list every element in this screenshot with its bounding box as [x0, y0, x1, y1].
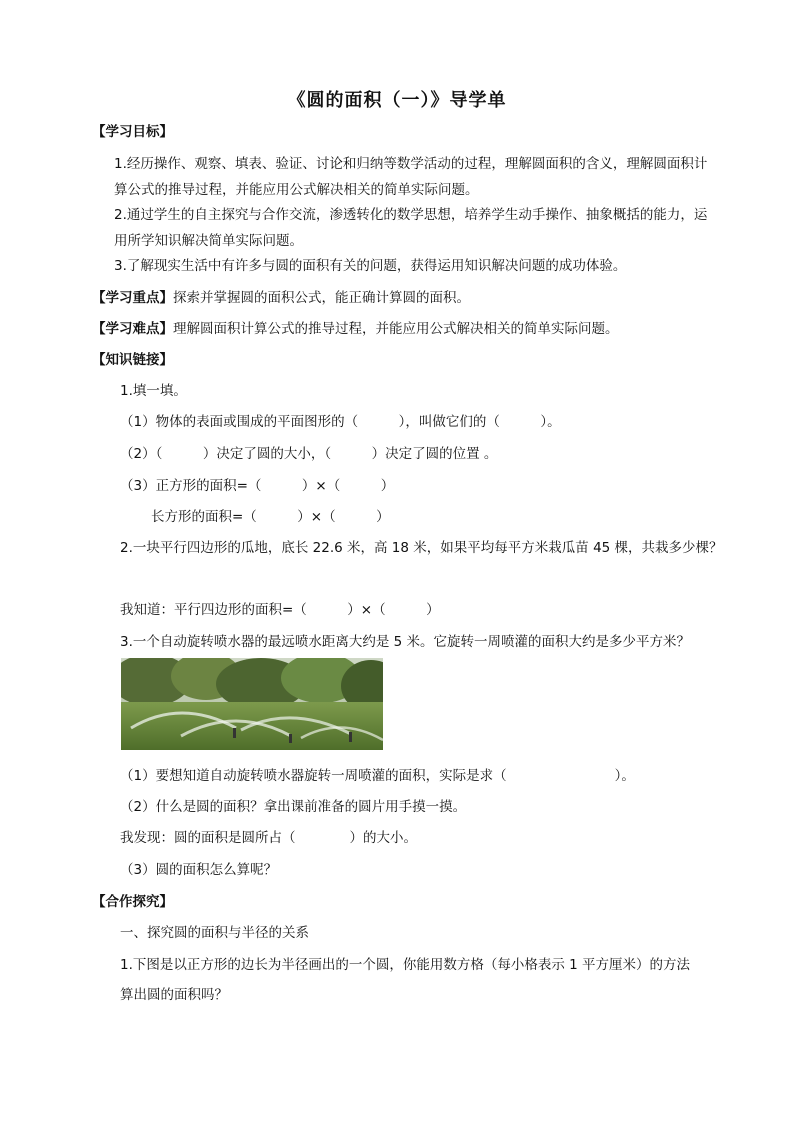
sprinkler-photo — [121, 658, 383, 750]
key-point — [92, 288, 470, 308]
difficulty-text: 理解圆面积计算公式的推导过程，并能应用公式解决相关的简单实际问题。 — [173, 321, 619, 337]
difficulty-label: 【学习难点】 — [92, 321, 173, 337]
key-point-text: 探索并掌握圆的面积公式，能正确计算圆的面积。 — [173, 290, 470, 306]
question-3-part-3: （3）圆的面积怎么算呢？ — [120, 862, 278, 878]
question-2-know: 我知道：平行四边形的面积=（ ）×（ ） — [120, 602, 440, 618]
explore-heading: 【合作探究】 — [92, 894, 173, 910]
question-2: 2.一块平行四边形的瓜地，底长 22.6 米，高 18 米，如果平均每平方米栽瓜苗 45 棵，共栽多少棵？ — [120, 540, 723, 556]
question-1-part-2: （2）（ ）决定了圆的大小，（ ）决定了圆的位置 。 — [120, 446, 498, 462]
difficulty — [92, 319, 619, 339]
explore-subheading: 一、探究圆的面积与半径的关系 — [120, 925, 309, 941]
explore-problem-1-line-1: 1.下图是以正方形的边长为半径画出的一个圆，你能用数方格（每小格表示 1 平方厘米）的方法 — [120, 957, 691, 973]
knowledge-heading: 【知识链接】 — [92, 352, 173, 368]
goals-heading: 【学习目标】 — [92, 124, 173, 140]
page-title: 《圆的面积（一）》导学单 — [287, 90, 507, 111]
key-point-label: 【学习重点】 — [92, 290, 173, 306]
goal-line-3: 2.通过学生的自主探究与合作交流，渗透转化的数学思想，培养学生动手操作、抽象概括的能力，运 — [114, 207, 708, 223]
goal-line-4: 用所学知识解决简单实际问题。 — [114, 233, 303, 249]
question-3-part-1: （1）要想知道自动旋转喷水器旋转一周喷灌的面积，实际是求（ ）。 — [120, 768, 635, 784]
question-1: 1.填一填。 — [120, 383, 187, 399]
explore-problem-1-line-2: 算出圆的面积吗？ — [120, 987, 228, 1003]
question-3-finding: 我发现：圆的面积是圆所占（ ）的大小。 — [120, 830, 417, 846]
question-3-part-2: （2）什么是圆的面积？拿出课前准备的圆片用手摸一摸。 — [120, 799, 467, 815]
goal-line-5: 3.了解现实生活中有许多与圆的面积有关的问题，获得运用知识解决问题的成功体验。 — [114, 258, 627, 274]
question-1-part-3: （3）正方形的面积=（ ）×（ ） — [120, 478, 395, 494]
goal-line-1: 1.经历操作、观察、填表、验证、讨论和归纳等数学活动的过程，理解圆面积的含义，理解圆面积计 — [114, 156, 708, 172]
goal-line-2: 算公式的推导过程，并能应用公式解决相关的简单实际问题。 — [114, 182, 479, 198]
question-1-part-1: （1）物体的表面或围成的平面图形的（ ），叫做它们的（ ）。 — [120, 414, 561, 430]
question-3: 3.一个自动旋转喷水器的最远喷水距离大约是 5 米。它旋转一周喷灌的面积大约是多少平方米？ — [120, 634, 691, 650]
question-1-part-4: 长方形的面积=（ ）×（ ） — [151, 509, 390, 525]
